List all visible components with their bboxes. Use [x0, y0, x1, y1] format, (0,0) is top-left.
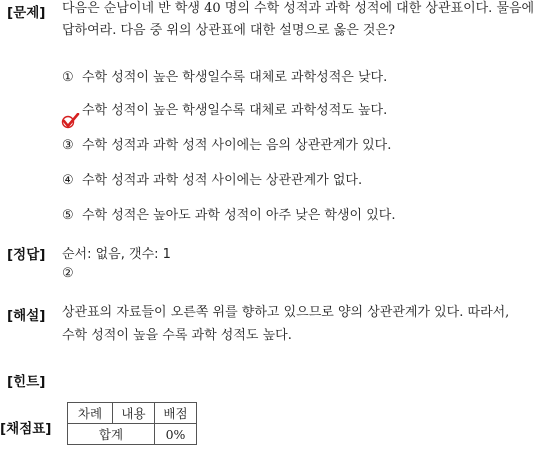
scoring-header-order: 차례 [68, 403, 113, 424]
option-4-marker: ④ [62, 173, 74, 188]
option-3-text: 수학 성적과 과학 성적 사이에는 음의 상관관계가 있다. [82, 138, 392, 153]
scoring-header-content: 내용 [113, 403, 155, 424]
answer-label: [정답] [7, 247, 46, 263]
scoring-table [67, 402, 197, 445]
option-5-marker: ⑤ [62, 208, 74, 223]
explanation-line2: 수학 성적이 높을 수록 과학 성적도 높다. [62, 328, 292, 343]
question-text-line1: 다음은 순남이네 반 학생 40 명의 수학 성적과 과학 성적에 대한 상관표이다. 물음에 [62, 1, 535, 16]
explanation-line1: 상관표의 자료들이 오른쪽 위를 향하고 있으므로 양의 상관관계가 있다. 따라서, [62, 305, 510, 320]
answer-value: ② [62, 266, 74, 281]
scoring-total-label: 합계 [68, 424, 155, 445]
question-text-line2: 답하여라. 다음 중 위의 상관표에 대한 설명으로 옳은 것은? [62, 23, 395, 38]
question-label: [문제] [7, 5, 46, 21]
option-4-text: 수학 성적과 과학 성적 사이에는 상관관계가 없다. [82, 173, 363, 188]
explanation-label: [해설] [7, 308, 46, 324]
scoring-total-value: 0% [155, 424, 197, 445]
scoring-header-points: 배점 [155, 403, 197, 424]
scoring-label: [채점표] [0, 421, 52, 437]
option-1 [62, 66, 387, 85]
hint-label: [힌트] [7, 374, 46, 390]
option-5 [62, 204, 395, 223]
answer-meta: 순서: 없음, 갯수: 1 [62, 247, 171, 262]
scoring-header-row [68, 403, 197, 424]
option-5-text: 수학 성적은 높아도 과학 성적이 아주 낮은 학생이 있다. [82, 208, 396, 223]
option-3 [62, 134, 391, 153]
option-4 [62, 169, 362, 188]
option-2 [62, 99, 387, 118]
option-3-marker: ③ [62, 138, 74, 153]
option-1-text: 수학 성적이 높은 학생일수록 대체로 과학성적은 낮다. [82, 70, 388, 85]
option-1-marker: ① [62, 70, 74, 85]
option-2-text: 수학 성적이 높은 학생일수록 대체로 과학성적도 높다. [82, 103, 388, 118]
scoring-total-row [68, 424, 197, 445]
